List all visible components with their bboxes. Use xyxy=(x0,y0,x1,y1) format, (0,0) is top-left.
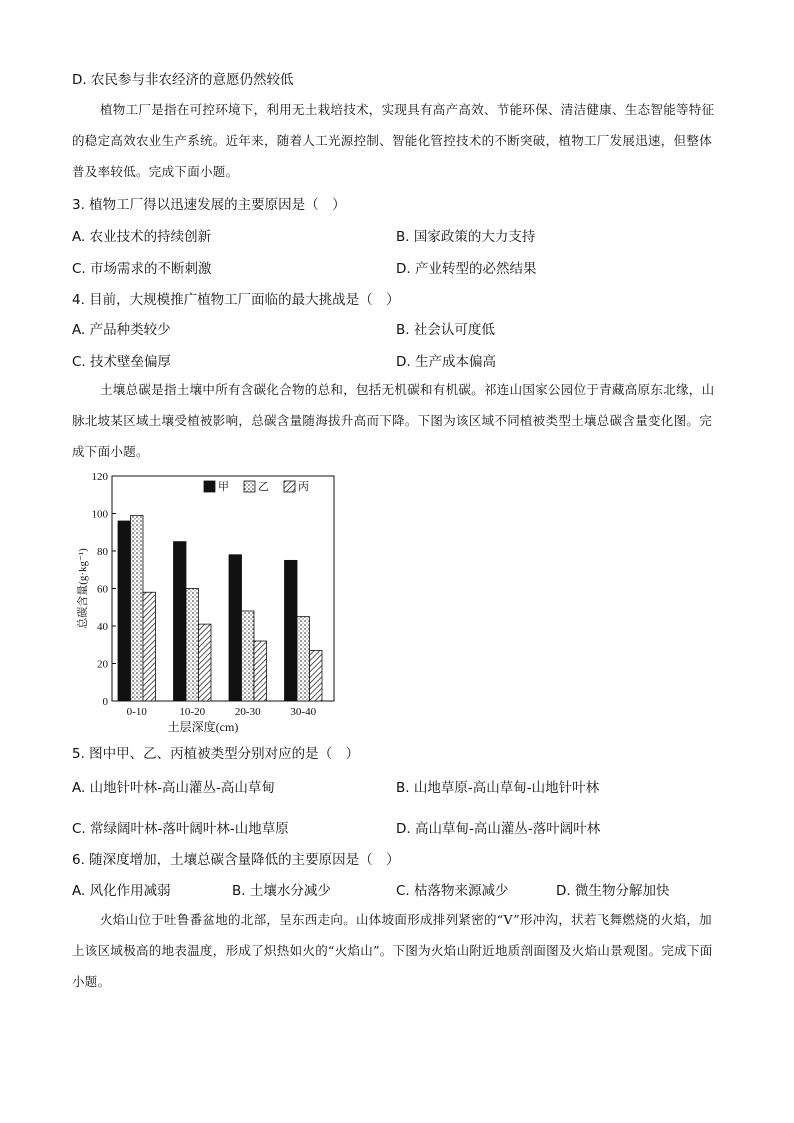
soil-carbon-bar-chart xyxy=(72,468,372,738)
question-3-option-d[interactable]: D. 产业转型的必然结果 xyxy=(396,261,537,277)
passage-plant-factory: 植物工厂是指在可控环境下，利用无土栽培技术，实现具有高产高效、节能环保、清洁健康、生态智能等特征的稳定高效农业生产系统。近年来，随着人工光源控制、智能化管控技术的不断突破，植物工厂发展迅速，但整体普及率较低。完成下面小题。 xyxy=(72,102,715,179)
x-tick-label: 10-20 xyxy=(179,706,206,718)
question-3-stem: 3. 植物工厂得以迅速发展的主要原因是（ ） xyxy=(72,197,346,213)
question-3-option-c[interactable]: C. 市场需求的不断刺激 xyxy=(72,261,212,277)
legend-label-甲: 甲 xyxy=(218,481,229,493)
question-4-option-c[interactable]: C. 技术壁垒偏厚 xyxy=(72,354,172,370)
y-axis-label: 总碳含量(g·kg⁻¹) xyxy=(77,548,89,629)
question-5-option-b[interactable]: B. 山地草原-高山草甸-山地针叶林 xyxy=(396,780,600,796)
legend-swatch-甲 xyxy=(204,481,215,492)
question-6-option-d[interactable]: D. 微生物分解加快 xyxy=(556,883,670,899)
bar-甲-20-30 xyxy=(229,555,242,701)
bar-乙-30-40 xyxy=(297,617,310,701)
bar-乙-0-10 xyxy=(131,515,144,701)
bar-甲-10-20 xyxy=(174,542,187,701)
y-tick-label: 20 xyxy=(97,658,108,671)
bar-乙-20-30 xyxy=(242,611,255,701)
question-5-option-d[interactable]: D. 高山草甸-高山灌丛-落叶阔叶林 xyxy=(396,821,601,837)
question-5-stem: 5. 图中甲、乙、丙植被类型分别对应的是（ ） xyxy=(72,746,360,762)
question-5-option-a[interactable]: A. 山地针叶林-高山灌丛-高山草甸 xyxy=(72,780,275,796)
legend-label-乙: 乙 xyxy=(258,481,269,493)
bar-丙-30-40 xyxy=(310,650,323,701)
x-axis-label: 土层深度(cm) xyxy=(167,720,239,734)
passage-flaming-mountain: 火焰山位于吐鲁番盆地的北部，呈东西走向。山体坡面形成排列紧密的“V”形冲沟，状若飞舞燃烧的火焰，加上该区域极高的地表温度，形成了炽热如火的“火焰山”。下图为火焰山附近地质剖面图及火焰山景观图。完成下面小题。 xyxy=(72,912,713,989)
question-6-option-a[interactable]: A. 风化作用减弱 xyxy=(72,883,171,899)
x-tick-label: 30-40 xyxy=(290,706,317,718)
legend-label-丙: 丙 xyxy=(298,481,309,493)
question-6-stem: 6. 随深度增加，土壤总碳含量降低的主要原因是（ ） xyxy=(72,852,400,868)
question-4-option-b[interactable]: B. 社会认可度低 xyxy=(396,322,495,338)
bar-乙-10-20 xyxy=(186,589,199,702)
y-tick-label: 120 xyxy=(91,471,108,483)
bar-丙-20-30 xyxy=(254,641,267,701)
question-5-option-c[interactable]: C. 常绿阔叶林-落叶阔叶林-山地草原 xyxy=(72,821,289,837)
x-tick-label: 0-10 xyxy=(126,706,147,718)
y-tick-label: 0 xyxy=(102,696,108,708)
legend-swatch-乙 xyxy=(244,481,255,492)
legend-swatch-丙 xyxy=(284,481,295,492)
question-3-option-a[interactable]: A. 农业技术的持续创新 xyxy=(72,229,212,245)
question-6-option-b[interactable]: B. 土壤水分减少 xyxy=(232,883,331,899)
x-tick-label: 20-30 xyxy=(234,706,261,718)
bar-丙-0-10 xyxy=(143,592,156,701)
passage-soil-carbon: 土壤总碳是指土壤中所有含碳化合物的总和，包括无机碳和有机碳。祁连山国家公园位于青藏高原东北缘，山脉北坡某区域土壤受植被影响，总碳含量随海拔升高而下降。下图为该区域不同植被类型土壤总碳含量变化图。完成下面小题。 xyxy=(72,382,715,459)
y-tick-label: 60 xyxy=(97,583,108,596)
bar-甲-30-40 xyxy=(285,560,298,701)
question-3-option-b[interactable]: B. 国家政策的大力支持 xyxy=(396,229,536,245)
previous-option-d: D. 农民参与非农经济的意愿仍然较低 xyxy=(72,72,294,88)
y-tick-label: 40 xyxy=(97,621,108,633)
question-6-option-c[interactable]: C. 枯落物来源减少 xyxy=(396,883,509,899)
question-4-option-d[interactable]: D. 生产成本偏高 xyxy=(396,354,496,370)
y-tick-label: 100 xyxy=(91,508,108,521)
y-tick-label: 80 xyxy=(97,546,108,558)
bar-丙-10-20 xyxy=(199,624,212,701)
question-4-option-a[interactable]: A. 产品种类较少 xyxy=(72,322,171,338)
question-4-stem: 4. 目前，大规模推广植物工厂面临的最大挑战是（ ） xyxy=(72,292,400,308)
bar-甲-0-10 xyxy=(118,521,131,701)
